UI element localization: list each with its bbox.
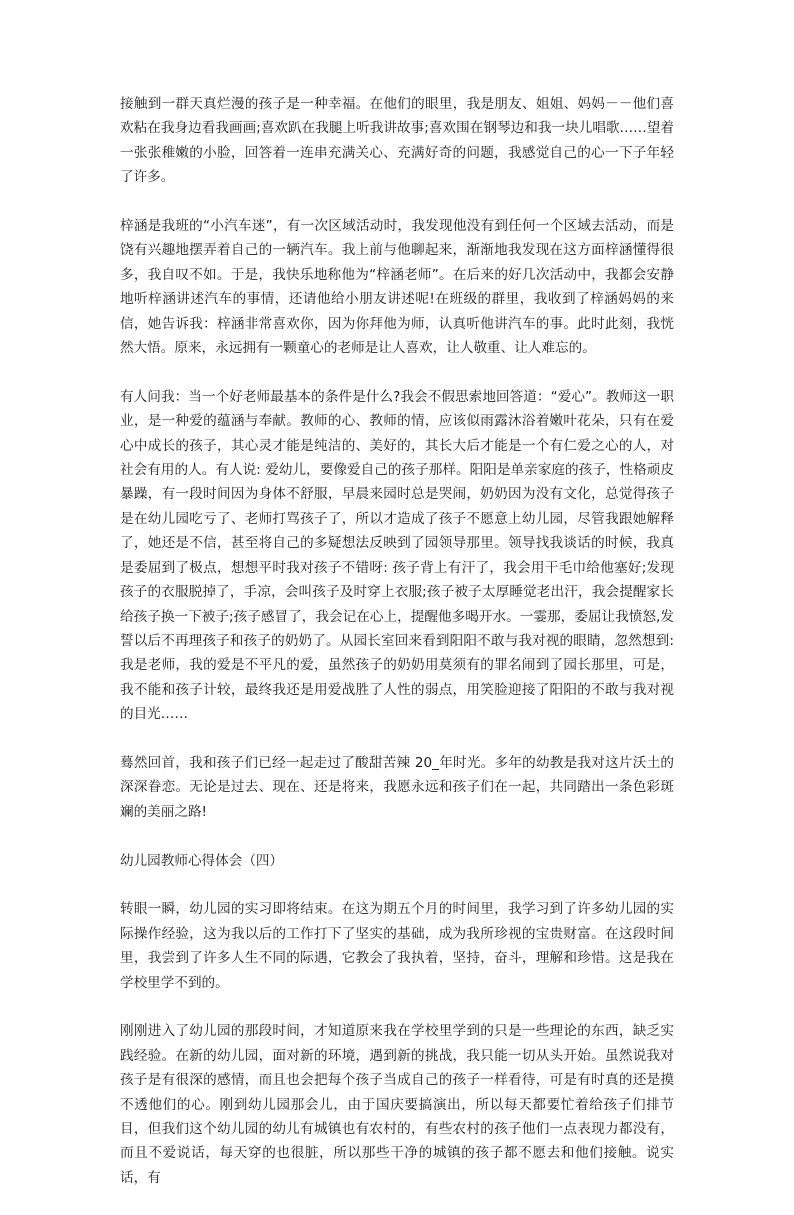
paragraph-car-fan: 梓涵是我班的“小汽车迷”，有一次区域活动时，我发现他没有到任何一个区域去活动，而是饶有兴趣地摆弄着自己的一辆汽车。我上前与他聊起来，渐渐地我发现在这方面梓涵懂得很多，我自叹不如。于是，我快乐地称他为“梓涵老师”。在后来的好几次活动中，我都会安静地听梓涵讲述汽车的事情，还请他给小朋友讲述呢!在班级的群里，我收到了梓涵妈妈的来信，她告诉我：梓涵非常喜欢你，因为你拜他为师，认真听他讲汽车的事。此时此刻，我恍然大悟。原来，永远拥有一颗童心的老师是让人喜欢，让人敬重、让人难忘的。	[120, 218, 674, 357]
paragraph-looking-back: 蓦然回首，我和孩子们已经一起走过了酸甜苦辣 20_年时光。多年的幼教是我对这片沃土的深深眷恋。无论是过去、现在、还是将来，我愿永远和孩子们在一起，共同踏出一条色彩斑斓的美丽之路!	[120, 754, 674, 820]
paragraph-internship: 转眼一瞬，幼儿园的实习即将结束。在这为期五个月的时间里，我学习到了许多幼儿园的实际操作经验，这为我以后的工作打下了坚实的基础，成为我所珍视的宝贵财富。在这段时间里，我尝到了许多人生不同的际遇，它教会了我执着，坚持，奋斗，理解和珍惜。这是我在学校里学不到的。	[120, 901, 674, 991]
paragraph-love: 有人问我：当一个好老师最基本的条件是什么?我会不假思索地回答道：“爱心”。教师这一职业，是一种爱的蕴涵与奉献。教师的心、教师的情，应该似雨露沐浴着嫩叶花朵，只有在爱心中成长的孩子，其心灵才能是纯洁的、美好的，其长大后才能是一个有仁爱之心的人，对社会有用的人。有人说: 爱幼儿，要像爱自己的孩子那样。阳阳是单亲家庭的孩子，性格顽皮暴躁，有一段时间因为身体不舒服，早晨来园时总是哭闹，奶奶因为没有文化，总觉得孩子是在幼儿园吃亏了、老师打骂孩子了，所以才造成了孩子不愿意上幼儿园，尽管我跟她解释了，她还是不信，甚至将自己的多疑想法反映到了园领导那里。领导找我谈话的时候，我真是委屈到了极点，想想平时我对孩子不错呀: 孩子背上有汗了，我会用干毛巾给他塞好;发现孩子的衣服脱掉了，手凉，会叫孩子及时穿上衣服;孩子被子太厚睡觉老出汗，我会提醒家长给孩子换一下被子;孩子感冒了，我会记在心上，提醒他多喝开水。一霎那，委屈让我愤怒,发誓以后不再理孩子和孩子的奶奶了。从园长室回来看到阳阳不敢与我对视的眼睛，忽然想到: 我是老师，我的爱是不平凡的爱，虽然孩子的奶奶用莫须有的罪名闹到了园长那里，可是，我不能和孩子计较，最终我还是用爱战胜了人性的弱点，用笑脸迎接了阳阳的不敢与我对视的目光……	[120, 388, 674, 723]
section-heading: 幼儿园教师心得体会（四）	[120, 852, 284, 869]
paragraph-happiness: 接触到一群天真烂漫的孩子是一种幸福。在他们的眼里，我是朋友、姐姐、妈妈－－他们喜欢粘在我身边看我画画;喜欢趴在我腿上听我讲故事;喜欢围在钢琴边和我一块儿唱歌……望着一张张稚嫩的小脸，回答着一连串充满关心、充满好奇的问题，我感觉自己的心一下子年轻了许多。	[120, 96, 674, 186]
paragraph-first-days: 刚刚进入了幼儿园的那段时间，才知道原来我在学校里学到的只是一些理论的东西，缺乏实践经验。在新的幼儿园，面对新的环境，遇到新的挑战，我只能一切从头开始。虽然说我对孩子是有很深的感情，而且也会把每个孩子当成自己的孩子一样看待，可是有时真的还是摸不透他们的心。刚到幼儿园那会儿，由于国庆要搞演出，所以每天都要忙着给孩子们排节目，但我们这个幼儿园的幼儿有城镇也有农村的，有些农村的孩子他们一点表现力都没有，而且不爱说话，每天穿的也很脏，所以那些干净的城镇的孩子都不愿去和他们接触。说实话，有	[120, 1023, 674, 1186]
document-page	[120, 92, 674, 1215]
